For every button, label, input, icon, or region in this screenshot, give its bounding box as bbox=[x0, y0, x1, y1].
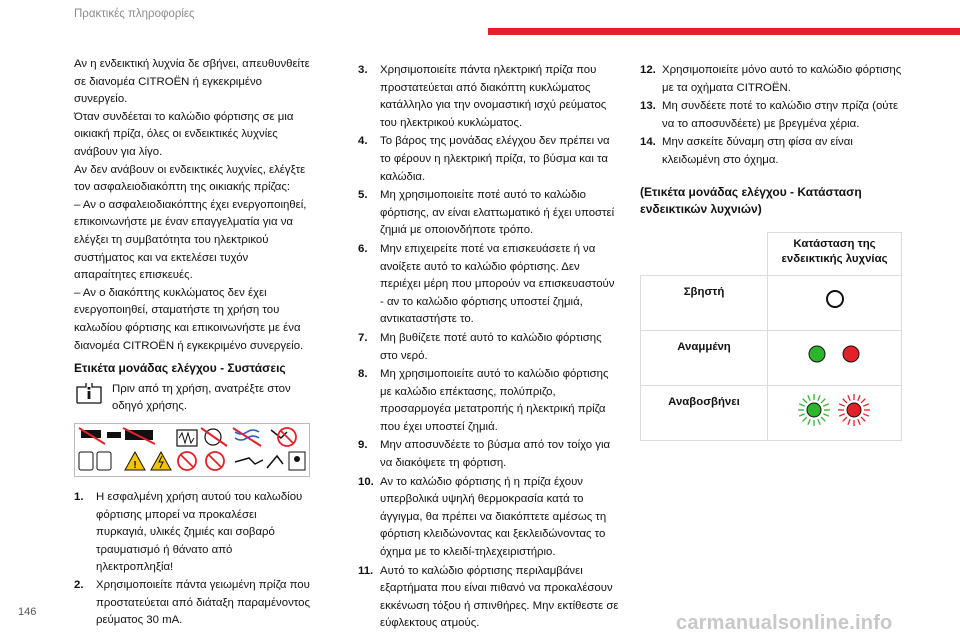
paragraph: Αν δεν ανάβουν οι ενδεικτικές λυχνίες, ελέγξτε τον ασφαλειοδιακόπτη της οικιακής πρίζας: bbox=[74, 163, 306, 194]
list-item: 12. Χρησιμοποιείτε μόνο αυτό το καλώδιο φόρτισης με τα οχήματα CITROËN. bbox=[640, 64, 902, 94]
header-accent-bar bbox=[488, 28, 960, 35]
table-header: Κατάσταση της ενδεικτικής λυχνίας bbox=[768, 232, 902, 275]
unplug-icon bbox=[235, 458, 263, 464]
list-item: 11. Αυτό το καλώδιο φόρτισης περιλαμβάνει εξαρτήματα που είναι πιθανό να προκαλέσουν εκκένωση τόξου ή σπινθήρες. Μην εκτίθεστε σε εύφλεκτους ατμούς. bbox=[358, 564, 619, 630]
list-item: 6. Μην επιχειρείτε ποτέ να επισκευάσετε ή να ανοίξετε αυτό το καλώδιο φόρτισης. Δεν περιέχει μέρη που μπορούν να επισκευαστούν - αν το καλώδιο φόρτισης υποστεί ζημιά, αντικαταστήστε το. bbox=[358, 242, 615, 326]
manual-book-icon bbox=[74, 381, 104, 407]
electric-hazard-icon bbox=[151, 452, 171, 470]
no-water-immersion-icon bbox=[206, 452, 224, 470]
recommendation-list bbox=[640, 62, 908, 170]
list-item: 7. Μη βυθίζετε ποτέ αυτό το καλώδιο φόρτισης στο νερό. bbox=[358, 331, 602, 362]
column-1 bbox=[74, 56, 310, 630]
lamp-status-table bbox=[640, 232, 902, 442]
table-row bbox=[641, 275, 902, 330]
list-item: 8. Μη χρησιμοποιείτε αυτό το καλώδιο φόρτισης με καλώδιο επέκτασης, πολύπριζο, προσαρμογέα μετατροπής ή ηλεκτρική πρίζα που έχει υποστεί ζημιά. bbox=[358, 368, 609, 433]
flashing-lamps-icon bbox=[768, 385, 902, 441]
list-item: 9. Μην αποσυνδέετε το βύσμα από τον τοίχο για να διακόψετε τη φόρτιση. bbox=[358, 439, 611, 470]
column-2 bbox=[358, 62, 620, 634]
svg-text:!: ! bbox=[133, 460, 137, 472]
paragraph: Αν η ενδεικτική λυχνία δε σβήνει, απευθυνθείτε σε διανομέα CITROËN ή εγκεκριμένο συνεργείο. bbox=[74, 58, 310, 106]
no-water-icon bbox=[233, 428, 261, 446]
list-item: 5. Μη χρησιμοποιείτε ποτέ αυτό το καλώδιο φόρτισης, αν είναι ελαττωματικό ή έχει υποστεί ζημιά με οποιονδήποτε τρόπο. bbox=[358, 189, 615, 237]
no-pull-cable-icon bbox=[271, 428, 296, 446]
section-heading: (Ετικέτα μονάδας ελέγχου - Κατάσταση ενδεικτικών λυχνιών) bbox=[640, 184, 862, 216]
status-label: Αναβοσβήνει bbox=[641, 385, 768, 441]
notice-box bbox=[74, 381, 310, 415]
list-item: 4. Το βάρος της μονάδας ελέγχου δεν πρέπει να το φέρουν η ηλεκτρική πρίζα, το βύσμα και τα καλώδια. bbox=[358, 135, 610, 183]
list-item: 13. Μη συνδέετε ποτέ το καλώδιο στην πρίζα (ούτε να το αποσυνδέετε) με βρεγμένα χέρια. bbox=[640, 100, 899, 130]
section-heading: Ετικέτα μονάδας ελέγχου - Συστάσεις bbox=[74, 361, 286, 376]
no-adapter-icon bbox=[177, 430, 197, 446]
hazard-triangle-icon bbox=[125, 452, 145, 471]
paragraph: – Αν ο διακόπτης κυκλώματος δεν έχει ενεργοποιηθεί, σταματήστε τη χρήση του καλωδίου φόρτισης και επικοινωνήστε με ένα διανομέα CITROËN ή εγκεκριμένο συνεργείο. bbox=[74, 286, 304, 352]
no-damaged-socket-icon bbox=[201, 428, 227, 446]
column-3 bbox=[640, 62, 908, 441]
table-row bbox=[641, 330, 902, 385]
manual-read-icon bbox=[289, 452, 305, 470]
paragraph: – Αν ο ασφαλειοδιακόπτης έχει ενεργοποιηθεί, επικοινωνήστε με έναν επαγγελματία για να ελέγξει τη συμβατότητα του ηλεκτρικού συστήματος και να εκτελέσει τυχόν απαραίτητες επισκευές. bbox=[74, 198, 307, 282]
list-item: 3. Χρησιμοποιείτε πάντα ηλεκτρική πρίζα που προστατεύεται από διακόπτη κυκλώματος κατάλληλο για την ονομαστική ισχύ ρεύματος του ηλεκτρικού κυκλώματος. bbox=[358, 64, 607, 129]
status-label: Σβηστή bbox=[641, 275, 768, 330]
no-open-icon bbox=[178, 452, 196, 470]
list-item: 1. Η εσφαλμένη χρήση αυτού του καλωδίου φόρτισης μπορεί να προκαλέσει πυρκαγιά, υλικές ζημιές και σοβαρό τραυματισμό ή θάνατο από ηλεκτροπληξία! bbox=[74, 491, 303, 574]
vehicle-plug-icon bbox=[267, 456, 283, 468]
list-item: 14. Μην ασκείτε δύναμη στη φίσα αν είναι κλειδωμένη στο όχημα. bbox=[640, 136, 853, 166]
on-lamps-icon bbox=[768, 330, 902, 385]
no-extension-cord-icon bbox=[79, 428, 121, 444]
list-item: 2. Χρησιμοποιείτε πάντα γειωμένη πρίζα που προστατεύεται από διάταξη παραμένοντος ρεύματος 30 mA. bbox=[74, 579, 310, 627]
recommendation-list bbox=[74, 489, 310, 630]
off-lamp-icon bbox=[768, 275, 902, 330]
running-header: Πρακτικές πληροφορίες bbox=[74, 8, 195, 20]
status-label: Αναμμένη bbox=[641, 330, 768, 385]
recommendation-list bbox=[358, 62, 620, 633]
notice-text: Πριν από τη χρήση, ανατρέξτε στον οδηγό χρήσης. bbox=[112, 383, 291, 413]
no-multi-socket-icon bbox=[123, 428, 155, 444]
warning-pictograms bbox=[74, 423, 310, 477]
paragraph: Όταν συνδέεται το καλώδιο φόρτισης σε μια οικιακή πρίζα, όλες οι ενδεικτικές λυχνίες ανάβουν για λίγο. bbox=[74, 110, 294, 158]
table-corner bbox=[641, 232, 768, 275]
watermark: carmanualsonline.info bbox=[676, 612, 893, 634]
page-number: 146 bbox=[18, 606, 37, 618]
list-item: 10. Αν το καλώδιο φόρτισης ή η πρίζα έχουν υπερβολικά υψηλή θερμοκρασία κατά το άγγιγμα, θα πρέπει να διακόπτετε αμέσως τη φόρτιση κλειδώνοντας και ξεκλειδώνοντας το όχημα με το κλειδί-τηλεχειριστήριο. bbox=[358, 475, 607, 559]
table-row bbox=[641, 385, 902, 441]
